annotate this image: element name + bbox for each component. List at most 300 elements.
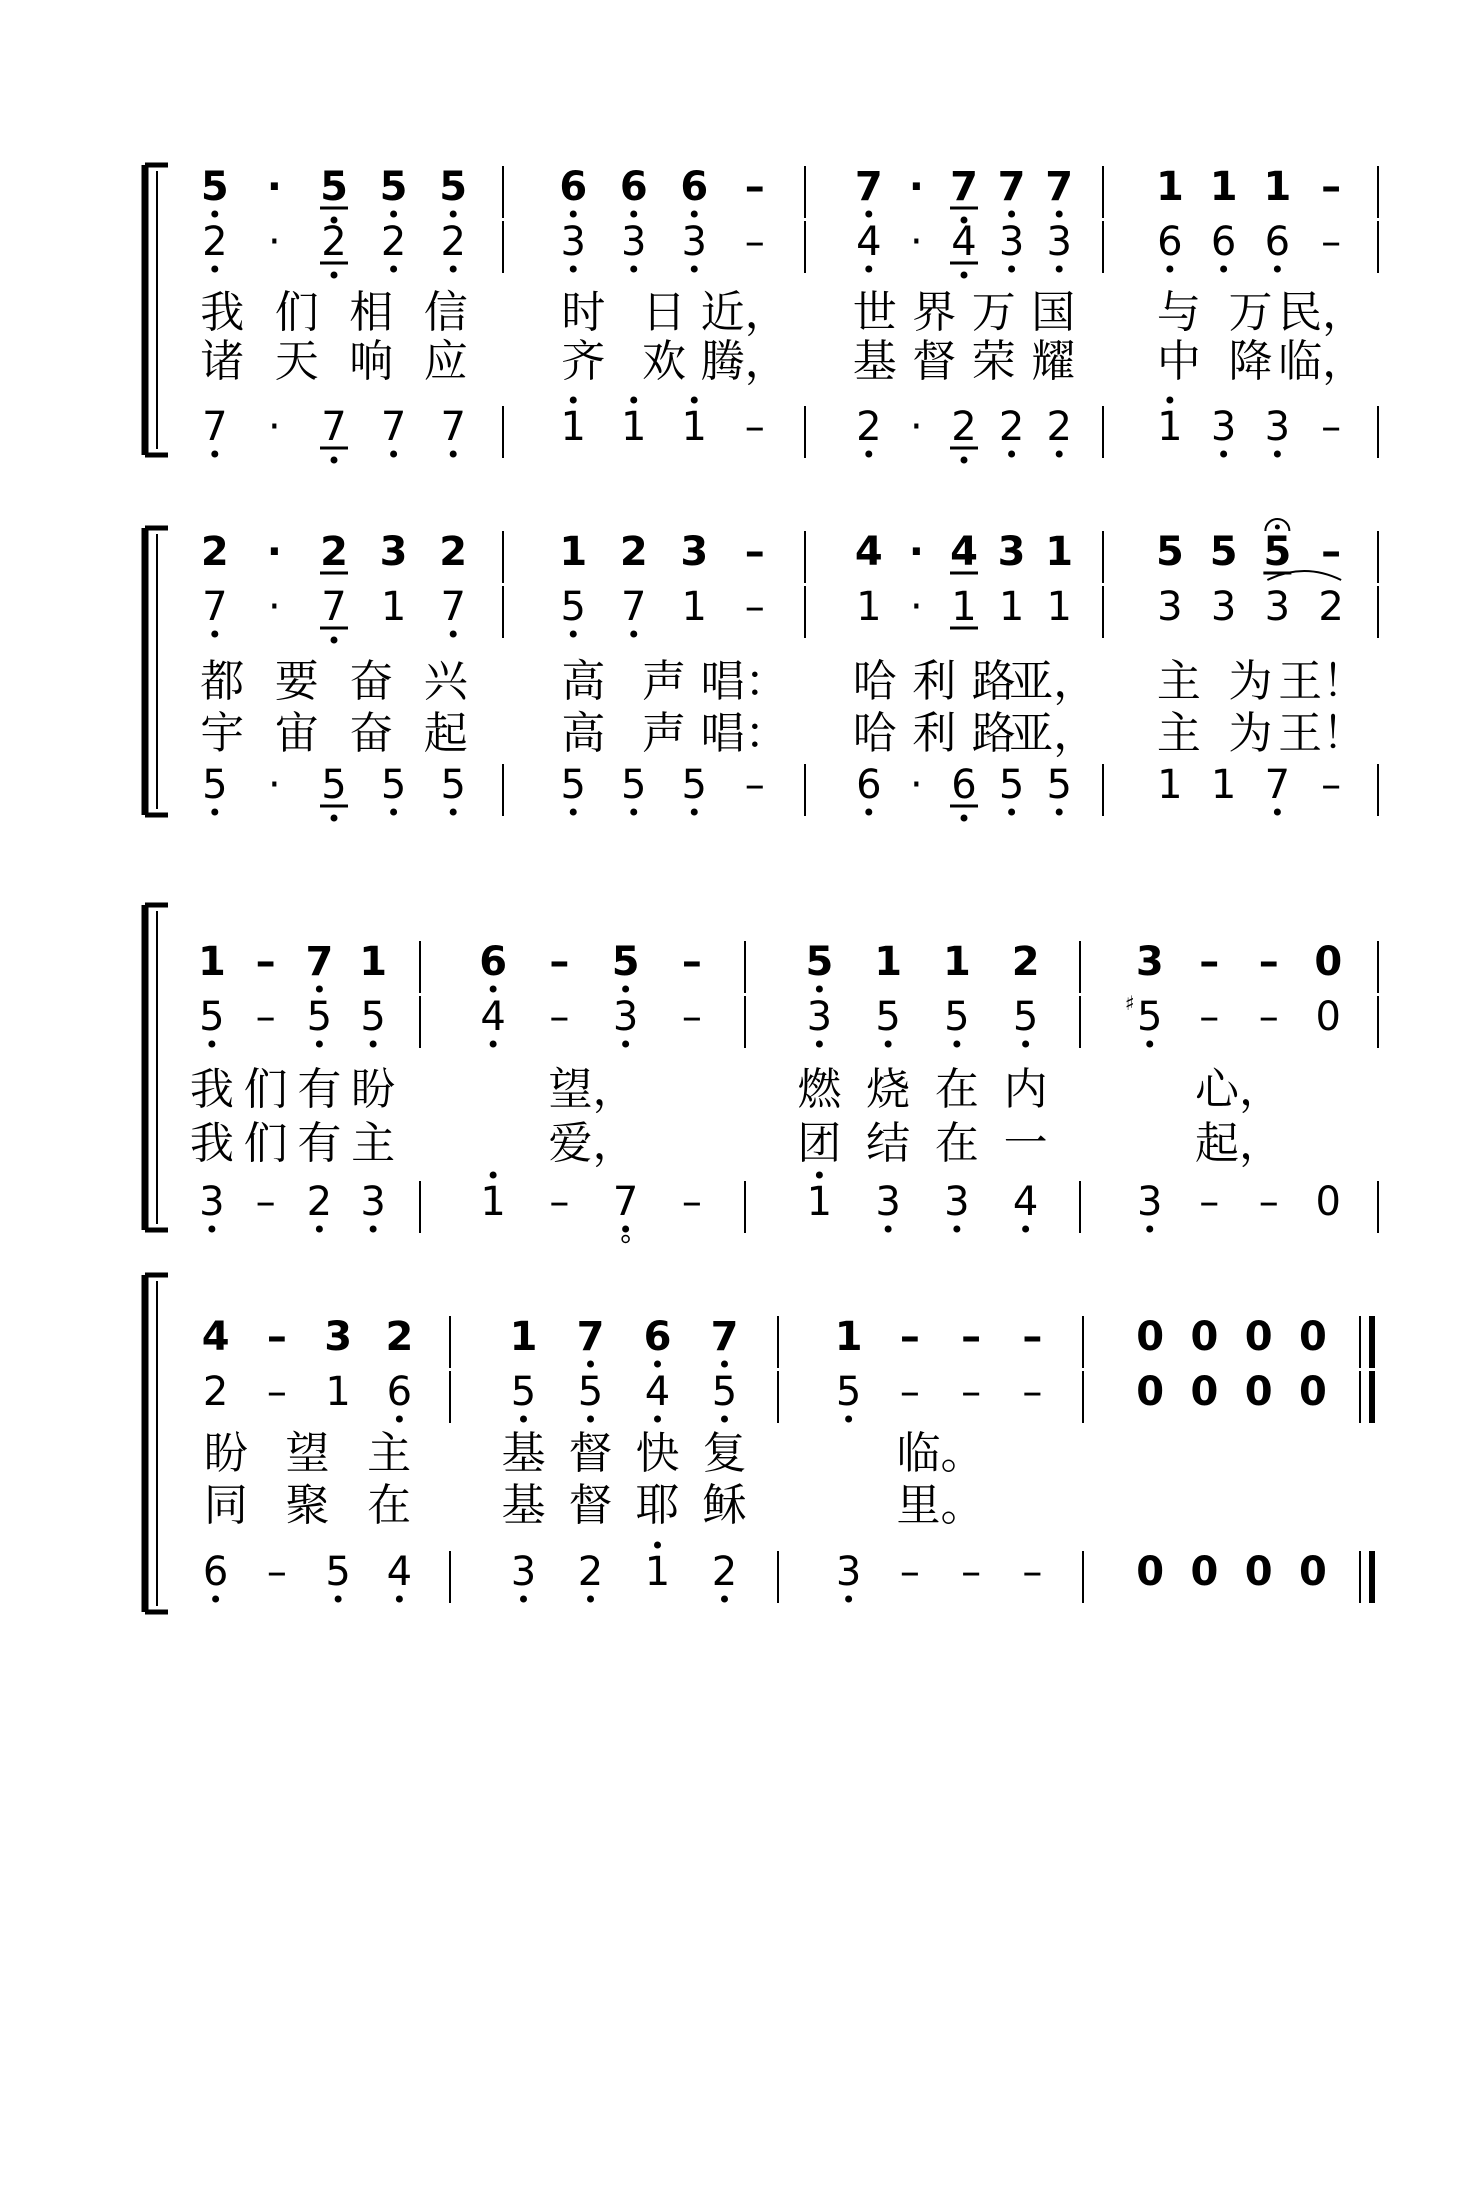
low-octave-dot [450,211,457,218]
lyric-char: 王！ [1278,708,1367,759]
low-octave-dot [953,1226,960,1233]
lyric-char: 万 [971,287,1016,338]
dash: – [899,1314,920,1360]
dot: · [266,164,283,210]
lyric-char: 燃 [797,1064,842,1115]
lyric-char: 们 [243,1118,288,1169]
low-octave-dot [570,809,577,816]
note: 2 [711,1549,738,1595]
note: 5 [306,994,333,1040]
lyric-char: 为 [1228,708,1273,759]
note: 5 [1046,762,1072,808]
note: 5 [944,994,970,1040]
low-octave-dot [396,1416,403,1423]
low-octave-dot [654,1361,661,1368]
lyric-char: 结 [866,1118,911,1169]
dot: · [268,404,281,450]
low-octave-dot [630,266,637,273]
dash: – [255,994,276,1040]
note: 5 [711,1369,738,1415]
dash: – [1199,1179,1220,1225]
note: 1 [874,939,903,985]
note: 1 [560,404,586,450]
low-octave-dot [490,1041,497,1048]
lyric-char: 望， [548,1064,637,1115]
lyric-char: 亚， [1009,708,1098,759]
note: 1 [1209,164,1238,210]
dot: · [910,404,923,450]
dash: – [1199,994,1220,1040]
dash: – [1199,939,1220,985]
note: 2 [1318,584,1344,630]
note: 2 [998,404,1025,450]
note: 3 [680,529,709,575]
note: 1 [1155,164,1184,210]
dash: – [266,1369,287,1415]
lyric-char: 快 [635,1428,680,1479]
note: 5 [510,1369,537,1415]
note: 6 [1210,219,1237,265]
low-octave-dot [450,451,457,458]
note: 5 [202,762,228,808]
lyric-char: 督 [912,336,957,387]
note: 3 [1264,584,1291,630]
low-octave-dot [1008,211,1015,218]
note: 3 [1210,404,1237,450]
dash: – [744,529,765,575]
low-octave-dot [865,451,872,458]
note: 1 [834,1314,863,1360]
low-octave-dot [570,211,577,218]
low-octave-dot [622,1226,629,1233]
note: 0 [1298,1369,1327,1415]
low-octave-dot [211,451,218,458]
low-octave-dot [331,457,338,464]
lyric-char: 声 [642,656,686,707]
low-octave-dot [1022,1226,1029,1233]
lyric-char: 高 [561,708,606,759]
note: 3 [944,1179,970,1225]
note: 5 [1155,529,1184,575]
note: 1 [1046,584,1072,630]
high-octave-dot [1166,397,1173,404]
note: 6 [680,164,709,210]
low-octave-dot [865,809,872,816]
note: 3 [1135,939,1164,985]
dash: – [1321,404,1342,450]
note: 7 [321,404,347,450]
dash: – [266,1549,287,1595]
lyric-char: 盼 [351,1064,396,1115]
lyric-char: 一 [1003,1118,1048,1169]
low-octave-dot [390,266,397,273]
note: 1 [998,584,1025,630]
low-octave-dot [1274,451,1281,458]
dash: – [744,762,765,808]
note: 5 [440,762,466,808]
note: 1 [621,404,647,450]
low-octave-dot [865,266,872,273]
dash: – [744,404,765,450]
lyric-char: 奋 [349,656,394,707]
note: 6 [1264,219,1291,265]
dash: – [1258,994,1279,1040]
note: 5 [200,164,229,210]
lyric-char: 临。 [896,1428,985,1479]
low-octave-dot [211,266,218,273]
note: 5 [621,762,647,808]
lyric-char: 界 [912,287,957,338]
lyric-char: 亚， [1009,656,1098,707]
lyric-char: 响 [349,336,394,387]
low-octave-dot [1274,266,1281,273]
note: 5 [577,1369,604,1415]
low-octave-dot [630,211,637,218]
lyric-char: 稣 [702,1480,747,1531]
lyric-char: 哈 [852,656,897,707]
low-octave-dot-2 [622,1236,629,1243]
note: 1 [806,1179,833,1225]
note: 3 [1137,1179,1163,1225]
low-octave-dot [1220,451,1227,458]
low-octave-dot [1056,809,1063,816]
low-octave-dot [953,1041,960,1048]
lyric-char: 我 [200,287,245,338]
lyric-char: 奋 [349,708,394,759]
lyric-char: 主 [1156,708,1201,759]
lyric-char: 时 [561,287,606,338]
lyric-char: 聚 [285,1480,330,1531]
note: 0 [1136,1369,1165,1415]
note: 1 [681,404,707,450]
high-octave-dot [630,397,637,404]
sharp-sign: ♯ [1124,991,1135,1015]
note: 5 [805,939,834,985]
note: 1 [681,584,707,630]
dash: – [255,1179,276,1225]
low-octave-dot [370,1226,377,1233]
note: 7 [854,164,883,210]
note: 7 [202,404,228,450]
low-octave-dot [316,1041,323,1048]
note: 3 [875,1179,901,1225]
low-octave-dot [520,1416,527,1423]
low-octave-dot [654,1416,661,1423]
note: 0 [1298,1549,1327,1595]
note: 0 [1136,1549,1165,1595]
lyric-char: 国 [1031,287,1076,338]
lyric-char: 日 [642,287,686,338]
low-octave-dot [331,637,338,644]
note: 6 [559,164,588,210]
dash: – [961,1549,982,1595]
dot: · [910,584,923,630]
lyric-char: 督 [568,1428,613,1479]
note: 1 [942,939,971,985]
note: 7 [612,1179,639,1225]
low-octave-dot [622,986,629,993]
note: 5 [1137,994,1163,1040]
note: 6 [202,1549,229,1595]
dot: · [908,529,925,575]
note: 6 [1157,219,1183,265]
high-octave-dot [816,1172,823,1179]
low-octave-dot [587,1416,594,1423]
lyric-char: 民， [1278,287,1367,338]
low-octave-dot [721,1416,728,1423]
lyric-char: 相 [349,287,394,338]
note: 4 [856,219,882,265]
high-octave-dot [570,397,577,404]
note: 5 [379,164,408,210]
lyric-char: 信 [423,287,468,338]
lyric-char: 天 [274,336,319,387]
note: 0 [1315,1179,1341,1225]
dash: – [744,164,765,210]
dot: · [908,164,925,210]
lyric-char: 宇 [200,708,245,759]
low-octave-dot [721,1361,728,1368]
note: 2 [202,219,228,265]
note: 6 [643,1314,672,1360]
dash: – [961,1369,982,1415]
note: 6 [386,1369,413,1415]
lyric-char: 王！ [1278,656,1367,707]
lyric-char: 为 [1228,656,1273,707]
note: 3 [1210,584,1237,630]
low-octave-dot [390,451,397,458]
lyric-char: 在 [367,1480,412,1531]
note: 6 [856,762,882,808]
note: 2 [1046,404,1072,450]
lyric-char: 荣 [971,336,1016,387]
note: 1 [1157,762,1183,808]
note: 3 [360,1179,386,1225]
lyric-char: 与 [1156,287,1201,338]
lyric-char: 中 [1156,336,1201,387]
lyric-char: 我 [189,1118,234,1169]
note: 2 [619,529,648,575]
note: 3 [835,1549,862,1595]
dash: – [681,939,702,985]
dash: – [549,1179,570,1225]
lyric-char: 耶 [635,1480,680,1531]
lyric-char: 盼 [203,1428,248,1479]
note: 3 [560,219,586,265]
note: 5 [835,1369,862,1415]
low-octave-dot [885,1226,892,1233]
dot: · [268,584,281,630]
low-octave-dot [691,809,698,816]
low-octave-dot [845,1596,852,1603]
note: 4 [951,219,977,265]
dot: · [266,529,283,575]
high-octave-dot [490,1172,497,1179]
low-octave-dot [961,457,968,464]
note: 3 [199,1179,225,1225]
note: 7 [202,584,228,630]
note: 3 [379,529,408,575]
note: 7 [950,164,978,210]
note: 0 [1244,1369,1273,1415]
note: 4 [950,529,978,575]
lyric-char: 哈 [852,708,897,759]
low-octave-dot [845,1416,852,1423]
lyric-char: 在 [934,1118,979,1169]
note: 5 [199,994,225,1040]
lyric-char: 欢 [642,336,686,387]
low-octave-dot [1146,1041,1153,1048]
note: 4 [854,529,883,575]
low-octave-dot [1146,1226,1153,1233]
note: 6 [619,164,648,210]
lyric-char: 烧 [866,1064,911,1115]
dash: – [266,1314,287,1360]
lyric-char: 有 [297,1064,342,1115]
low-octave-dot [622,1041,629,1048]
lyric-char: 团 [797,1118,842,1169]
note: 1 [359,939,388,985]
note: 1 [951,584,977,630]
low-octave-dot [1056,211,1063,218]
lyric-char: 主 [367,1428,412,1479]
note: 5 [560,762,586,808]
note: 1 [644,1549,671,1595]
lyric-char: 我 [189,1064,234,1115]
note: 0 [1298,1314,1327,1360]
lyric-char: 复 [702,1428,747,1479]
note: 2 [439,529,468,575]
note: 1 [480,1179,506,1225]
dot: · [910,219,923,265]
dash: – [681,1179,702,1225]
note: 1 [559,529,588,575]
low-octave-dot [390,809,397,816]
note: 3 [1046,219,1072,265]
note: 3 [510,1549,537,1595]
low-octave-dot [331,272,338,279]
low-octave-dot [1056,451,1063,458]
lyric-char: 起 [423,708,468,759]
low-octave-dot [570,631,577,638]
lyric-char: 唱： [700,708,789,759]
lyric-char: 望 [285,1428,330,1479]
lyric-char: 临， [1278,336,1367,387]
low-octave-dot [450,809,457,816]
low-octave-dot [630,631,637,638]
note: 5 [998,762,1025,808]
note: 6 [479,939,508,985]
lyric-char: 主 [351,1118,396,1169]
dash: – [1321,762,1342,808]
note: 4 [644,1369,671,1415]
low-octave-dot [587,1361,594,1368]
note: 5 [1209,529,1238,575]
low-octave-dot [816,1041,823,1048]
lyric-char: 降 [1228,336,1273,387]
low-octave-dot [1008,809,1015,816]
note: 7 [440,584,466,630]
note: 5 [681,762,707,808]
low-octave-dot [208,1226,215,1233]
dash: – [744,219,765,265]
lyric-char: 基 [501,1428,546,1479]
note: 7 [321,584,347,630]
note: 1 [1263,164,1292,210]
note: 7 [997,164,1026,210]
lyric-char: 近， [700,287,789,338]
note: 0 [1190,1549,1219,1595]
note: 0 [1136,1314,1165,1360]
note: 3 [1157,584,1183,630]
note: 1 [197,939,226,985]
dash: – [961,1314,982,1360]
note: 5 [321,762,347,808]
dash: – [549,994,570,1040]
low-octave-dot [1274,809,1281,816]
low-octave-dot [1008,266,1015,273]
note: 5 [380,762,407,808]
dash: – [1022,1369,1043,1415]
lyric-char: 利 [912,656,957,707]
lyric-char: 路 [971,708,1016,759]
lyric-char: 督 [568,1480,613,1531]
lyric-char: 高 [561,656,606,707]
low-octave-dot [570,266,577,273]
note: 3 [612,994,639,1040]
dash: – [549,939,570,985]
note: 2 [1011,939,1040,985]
note: 4 [480,994,506,1040]
low-octave-dot [316,986,323,993]
low-octave-dot [587,1596,594,1603]
low-octave-dot [396,1596,403,1603]
lyric-char: 路 [971,656,1016,707]
lyric-char: 们 [274,287,319,338]
note: 2 [200,529,229,575]
low-octave-dot [212,1596,219,1603]
note: 7 [1264,762,1291,808]
note: 3 [1264,404,1291,450]
note: 7 [710,1314,739,1360]
dash: – [1022,1314,1043,1360]
low-octave-dot [390,211,397,218]
lyric-char: 齐 [561,336,606,387]
low-octave-dot [1008,451,1015,458]
low-octave-dot [211,211,218,218]
note: 3 [806,994,833,1040]
low-octave-dot [450,631,457,638]
note: 7 [305,939,334,985]
note: 2 [306,1179,333,1225]
dot: · [268,762,281,808]
note: 1 [1210,762,1237,808]
lyric-char: 腾， [700,336,789,387]
note: 2 [440,219,466,265]
note: 0 [1244,1314,1273,1360]
lyric-char: 有 [297,1118,342,1169]
low-octave-dot [721,1596,728,1603]
note: 1 [856,584,882,630]
low-octave-dot [1220,266,1227,273]
note: 7 [380,404,407,450]
note: 2 [577,1549,604,1595]
note: 2 [202,1369,229,1415]
note: 5 [875,994,901,1040]
note: 5 [1012,994,1039,1040]
note: 2 [380,219,407,265]
low-octave-dot [630,809,637,816]
